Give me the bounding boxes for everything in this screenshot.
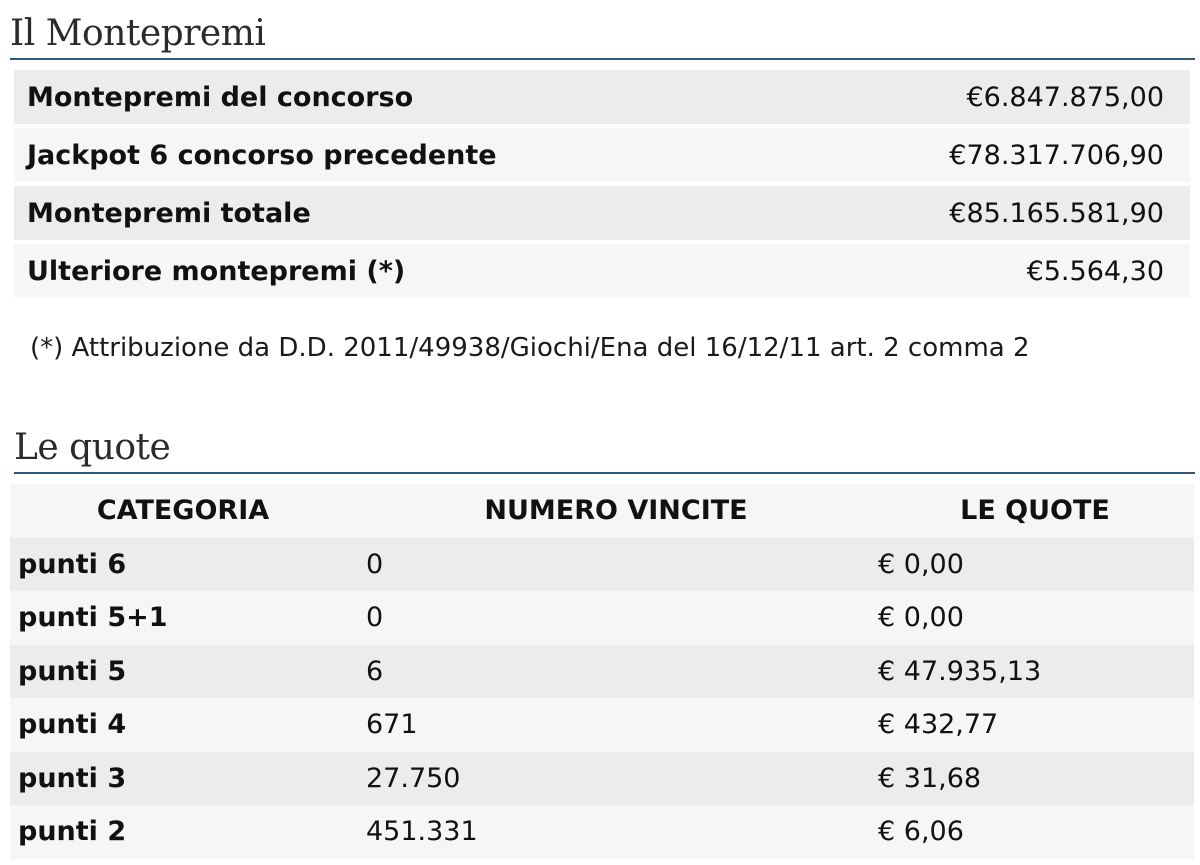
header-categoria: CATEGORIA [96,495,270,527]
montepremi-label: Montepremi totale [27,197,311,229]
categoria-cell: punti 3 [18,762,127,794]
montepremi-title-rule [10,58,1195,60]
categoria-cell: punti 4 [18,709,127,741]
quote-table [10,484,1194,859]
montepremi-label: Jackpot 6 concorso precedente [27,139,497,171]
montepremi-table [14,70,1190,302]
quote-title-rule [14,472,1195,474]
montepremi-row [14,244,1190,298]
vincite-cell: 451.331 [366,816,478,848]
montepremi-value: €78.317.706,90 [949,139,1164,171]
categoria-cell: punti 6 [18,548,127,580]
table-row [10,698,1194,752]
table-row [10,591,1194,645]
quota-cell: € 47.935,13 [878,655,1042,687]
quota-cell: € 432,77 [878,709,999,741]
vincite-cell: 0 [366,548,384,580]
montepremi-footnote: (*) Attribuzione da D.D. 2011/49938/Giochi/Ena del 16/12/11 art. 2 comma 2 [30,333,1030,363]
categoria-cell: punti 5+1 [18,602,168,634]
montepremi-row [14,70,1190,124]
header-le-quote: LE QUOTE [960,495,1110,527]
quota-cell: € 31,68 [878,762,982,794]
categoria-cell: punti 5 [18,655,127,687]
vincite-cell: 6 [366,655,384,687]
montepremi-value: €85.165.581,90 [949,197,1164,229]
vincite-cell: 27.750 [366,762,461,794]
quote-title: Le quote [14,427,171,468]
quota-cell: € 0,00 [878,602,964,634]
categoria-cell: punti 2 [18,816,127,848]
montepremi-label: Montepremi del concorso [27,81,414,113]
vincite-cell: 671 [366,709,418,741]
table-row [10,752,1194,806]
montepremi-title: Il Montepremi [10,13,266,54]
table-row [10,805,1194,859]
quota-cell: € 6,06 [878,816,964,848]
table-row [10,645,1194,699]
montepremi-row [14,128,1190,182]
quota-cell: € 0,00 [878,548,964,580]
montepremi-value: €6.847.875,00 [966,81,1164,113]
vincite-cell: 0 [366,602,384,634]
table-row [10,538,1194,592]
montepremi-value: €5.564,30 [1026,255,1164,287]
montepremi-row [14,186,1190,240]
header-numero-vincite: NUMERO VINCITE [484,495,748,527]
quote-table-header [10,484,1194,538]
montepremi-label: Ulteriore montepremi (*) [27,255,406,287]
